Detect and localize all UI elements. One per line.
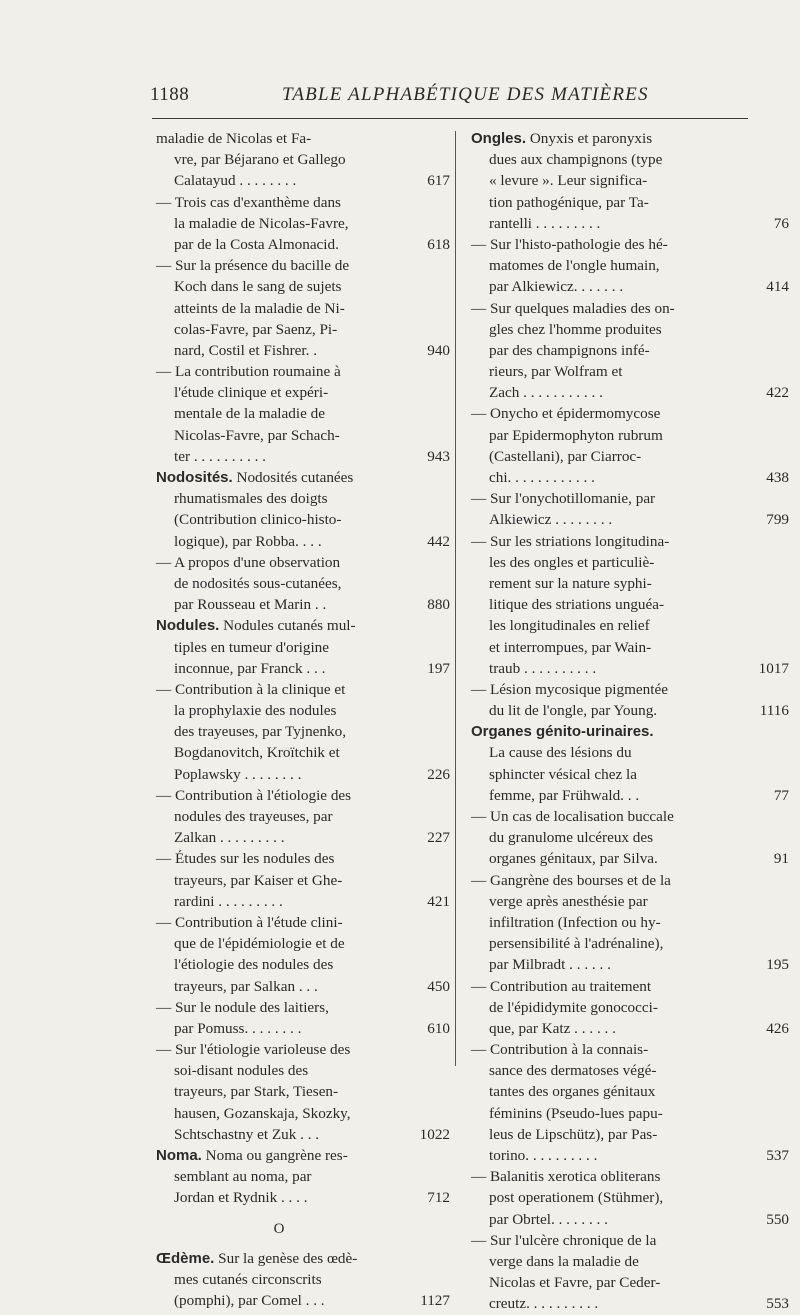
entry-text: par de la Costa Almonacid.	[174, 235, 339, 253]
entry-text: tantes des organes génitaux	[489, 1083, 656, 1101]
entry-line	[174, 1018, 450, 1039]
entry-text: organes génitaux, par Silva.	[489, 850, 658, 868]
entry-line	[489, 637, 741, 658]
entry-text: chi. . . . . . . . . . . .	[489, 469, 595, 486]
entry-text: l'étude clinique et expéri-	[174, 384, 329, 402]
entry-line	[174, 933, 402, 954]
entry-line	[174, 806, 402, 827]
section-letter: O	[273, 1220, 285, 1237]
entry-line	[489, 658, 789, 679]
entry-line	[174, 149, 402, 170]
entry-text: trayeurs, par Kaiser et Ghe-	[174, 871, 343, 889]
entry-line	[174, 721, 402, 742]
entry-text: — Sur quelques maladies des on-	[471, 299, 675, 317]
entry-line	[174, 403, 402, 424]
entry-text: du lit de l'ongle, par Young.	[489, 702, 658, 720]
entry-text: — Sur l'onychotillomanie, par	[471, 490, 656, 508]
entry-text: l'étiologie des nodules des	[174, 956, 334, 974]
entry-line	[156, 467, 402, 488]
entry-line	[489, 954, 789, 975]
entry-text: « levure ». Leur significa-	[489, 172, 648, 190]
index-heading-entry	[156, 1248, 450, 1312]
entry-text: Noma ou gangrène res-	[205, 1147, 348, 1164]
index-subentry	[471, 870, 789, 976]
entry-text: du granulome ulcéreux des	[489, 829, 654, 847]
entry-line	[489, 1209, 789, 1230]
entry-text: de nodosités sous-cutanées,	[174, 574, 342, 592]
entry-text: Jordan et Rydnik . . . .	[174, 1189, 308, 1207]
entry-text: par Epidermophyton rubrum	[489, 426, 663, 444]
page-reference: 712	[427, 1189, 450, 1207]
entry-text: Zalkan . . . . . . . . .	[174, 829, 285, 847]
index-subentry	[156, 997, 450, 1039]
entry-line	[156, 1039, 402, 1060]
entry-line	[156, 637, 402, 658]
entry-text: par des champignons infé-	[489, 341, 650, 359]
entry-text: femme, par Frühwald. . .	[489, 786, 640, 804]
entry-text: Koch dans le sang de sujets	[174, 278, 342, 296]
entry-text: Nicolas et Favre, par Ceder-	[489, 1274, 661, 1292]
entry-line	[489, 509, 789, 530]
entry-text: par Obrtel. . . . . . . .	[489, 1210, 608, 1228]
entry-line	[489, 467, 789, 488]
entry-line	[174, 764, 450, 785]
page-reference: 943	[427, 447, 450, 465]
entry-line	[174, 276, 402, 297]
entry-line	[489, 1060, 741, 1081]
entry-text: Zach . . . . . . . . . . .	[489, 384, 603, 402]
entry-line	[174, 594, 450, 615]
entry-text: des trayeuses, par Tyjnenko,	[174, 723, 347, 741]
entry-text: Bogdanovitch, Kroïtchik et	[174, 744, 340, 762]
entry-line	[471, 721, 741, 742]
entry-line	[174, 827, 450, 848]
entry-line	[489, 933, 741, 954]
entry-text: Calatayud . . . . . . . .	[174, 172, 297, 190]
entry-line	[489, 446, 741, 467]
entry-text: — Trois cas d'exanthème dans	[156, 193, 341, 211]
entry-line	[174, 170, 450, 191]
entry-text: que, par Katz . . . . . .	[489, 1019, 616, 1037]
entry-line	[156, 255, 402, 276]
entry-line	[489, 573, 741, 594]
entry-line	[174, 573, 402, 594]
entry-text: — Contribution à la clinique et	[156, 680, 346, 698]
entry-term: Organes génito-urinaires.	[471, 723, 654, 741]
entry-line	[489, 1145, 789, 1166]
entry-text: dues aux champignons (type	[489, 151, 663, 169]
entry-text: mes cutanés circonscrits	[174, 1270, 322, 1288]
page-reference: 227	[427, 829, 450, 847]
entry-text: rieurs, par Wolfram et	[489, 363, 623, 381]
index-subentry	[471, 298, 789, 404]
index-subentry	[471, 1230, 789, 1315]
entry-term: Œdème.	[156, 1249, 215, 1267]
entry-line	[489, 1018, 789, 1039]
entry-text: hausen, Gozanskaja, Skozky,	[174, 1104, 351, 1122]
entry-line	[489, 276, 789, 297]
entry-line	[156, 1187, 450, 1208]
page-reference: 226	[427, 765, 450, 783]
entry-line	[489, 827, 741, 848]
entry-text: logique), par Robba. . . .	[174, 532, 322, 550]
entry-line	[156, 509, 402, 530]
entry-line	[489, 848, 789, 869]
entry-line	[489, 1081, 741, 1102]
index-subentry	[156, 785, 450, 849]
entry-text: — A propos d'une observation	[156, 553, 341, 571]
entry-line	[174, 742, 402, 763]
entry-line	[489, 1103, 741, 1124]
entry-text: — Sur la présence du bacille de	[156, 257, 350, 275]
entry-line	[174, 213, 402, 234]
entry-line	[471, 1166, 741, 1187]
entry-text: litique des striations unguéa-	[489, 596, 665, 614]
entry-text: — Lésion mycosique pigmentée	[471, 680, 668, 698]
index-heading-entry	[471, 128, 789, 234]
entry-text: — Contribution à l'étiologie des	[156, 786, 352, 804]
page-reference: 799	[766, 511, 789, 529]
entry-text: — Contribution au traitement	[471, 977, 652, 995]
page-reference: 617	[427, 172, 450, 190]
index-heading-entry	[471, 721, 789, 806]
entry-line	[156, 488, 402, 509]
entry-line	[156, 1248, 402, 1269]
page-reference: 1116	[759, 702, 789, 720]
left-column	[156, 128, 450, 1311]
entry-text: (pomphi), par Comel . . .	[174, 1292, 325, 1310]
entry-line	[156, 658, 450, 679]
index-subentry	[471, 679, 789, 721]
entry-text: que de l'épidémiologie et de	[174, 935, 345, 953]
entry-text: matomes de l'ongle humain,	[489, 257, 660, 275]
entry-line	[489, 1272, 741, 1293]
column-divider	[455, 131, 456, 1066]
index-heading-entry	[156, 1145, 450, 1209]
entry-text: creutz. . . . . . . . . .	[489, 1295, 599, 1313]
entry-text: les longitudinales en relief	[489, 617, 650, 635]
entry-text: Sur la genèse des œdè-	[218, 1249, 358, 1267]
entry-text: semblant au noma, par	[174, 1168, 312, 1186]
index-subentry	[156, 552, 450, 616]
entry-line	[471, 488, 741, 509]
page-reference: 537	[766, 1147, 789, 1164]
entry-line	[174, 954, 402, 975]
entry-line	[471, 976, 741, 997]
page-reference: 450	[427, 977, 450, 995]
entry-line	[471, 870, 741, 891]
entry-text: — Contribution à la connais-	[471, 1041, 649, 1059]
entry-line	[174, 1124, 450, 1145]
entry-line	[471, 1230, 741, 1251]
entry-line	[489, 1293, 789, 1314]
entry-text: tiples en tumeur d'origine	[174, 638, 329, 656]
index-subentry	[471, 403, 789, 488]
entry-line	[156, 552, 402, 573]
index-subentry	[156, 192, 450, 256]
entry-line	[489, 1251, 741, 1272]
index-subentry	[156, 679, 450, 785]
entry-text: nard, Costil et Fishrer. .	[174, 341, 318, 359]
entry-term: Nodosités.	[156, 469, 233, 486]
page-reference: 421	[427, 892, 450, 910]
entry-text: leus de Lipschütz), par Pas-	[489, 1125, 658, 1143]
entry-line	[489, 1124, 741, 1145]
entry-line	[156, 128, 402, 149]
entry-text: Nicolas-Favre, par Schach-	[174, 426, 340, 444]
entry-text: — Balanitis xerotica obliterans	[471, 1168, 661, 1186]
entry-text: soi-disant nodules des	[174, 1062, 309, 1080]
entry-line	[489, 912, 741, 933]
index-subentry	[156, 912, 450, 997]
page-number: 1188	[150, 84, 190, 105]
entry-text: Onyxis et paronyxis	[529, 130, 653, 147]
entry-text: — Sur l'ulcère chronique de la	[471, 1231, 657, 1249]
index-heading-entry	[156, 615, 450, 679]
entry-line	[471, 128, 741, 149]
entry-text: torino. . . . . . . . . .	[489, 1147, 598, 1164]
page-reference: 610	[427, 1019, 450, 1037]
entry-line	[489, 382, 789, 403]
entry-text: — Sur les striations longitudina-	[471, 532, 670, 550]
entry-line	[156, 785, 402, 806]
page-reference: 422	[766, 384, 789, 402]
entry-line	[471, 213, 789, 234]
entry-text: rement sur la nature syphi-	[489, 574, 652, 592]
entry-line	[471, 234, 741, 255]
entry-text: de l'épididymite gonococci-	[489, 998, 658, 1016]
index-subentry	[471, 806, 789, 870]
entry-term: Nodules.	[156, 617, 220, 635]
page-reference: 618	[427, 235, 450, 253]
entry-line	[489, 700, 789, 721]
index-subentry	[471, 1166, 789, 1230]
entry-line	[174, 1103, 402, 1124]
entry-text: maladie de Nicolas et Fa-	[156, 130, 312, 147]
entry-line	[489, 425, 741, 446]
entry-text: (Contribution clinico-histo-	[174, 511, 342, 529]
page-reference: 880	[427, 596, 450, 614]
entry-line	[174, 319, 402, 340]
page-reference: 76	[773, 214, 789, 232]
entry-line	[471, 1039, 741, 1060]
index-subentry	[471, 531, 789, 679]
page-reference: 77	[773, 786, 789, 804]
entry-text: Nodules cutanés mul-	[223, 617, 356, 635]
entry-line	[489, 552, 741, 573]
entry-line	[174, 425, 402, 446]
entry-text: par Pomuss. . . . . . . .	[174, 1019, 302, 1037]
entry-text: Nodosités cutanées	[236, 469, 354, 486]
entry-line	[156, 1269, 402, 1290]
entry-term: Ongles.	[471, 130, 527, 147]
entry-line	[489, 340, 741, 361]
entry-text: verge après anesthésie par	[489, 892, 648, 910]
page-reference: 197	[427, 659, 450, 677]
entry-line	[174, 1081, 402, 1102]
entry-text: les des ongles et particuliè-	[489, 553, 655, 571]
page-reference: 438	[766, 469, 789, 486]
entry-text: — Gangrène des bourses et de la	[471, 871, 671, 889]
entry-line	[471, 170, 741, 191]
entry-text: par Rousseau et Marin . .	[174, 596, 327, 614]
entry-text: et interrompues, par Wain-	[489, 638, 652, 656]
entry-text: traub . . . . . . . . . .	[489, 659, 597, 677]
index-subentry	[156, 128, 450, 192]
entry-text: colas-Favre, par Saenz, Pi-	[174, 320, 338, 338]
index-subentry	[471, 488, 789, 530]
entry-text: mentale de la maladie de	[174, 405, 325, 423]
page-reference: 442	[427, 532, 450, 550]
entry-text: rhumatismales des doigts	[174, 490, 328, 508]
entry-text: vre, par Béjarano et Gallego	[174, 151, 346, 169]
right-column	[471, 128, 789, 1315]
entry-line	[471, 149, 741, 170]
entry-line	[471, 764, 741, 785]
entry-line	[489, 361, 741, 382]
entry-line	[174, 298, 402, 319]
entry-text: — Onycho et épidermomycose	[471, 405, 661, 423]
index-subentry	[156, 361, 450, 467]
entry-text: nodules des trayeuses, par	[174, 808, 333, 825]
entry-line	[174, 382, 402, 403]
entry-text: tion pathogénique, par Ta-	[489, 193, 649, 211]
entry-line	[156, 1290, 450, 1311]
entry-line	[489, 615, 741, 636]
entry-text: — Sur l'histo-pathologie des hé-	[471, 235, 668, 253]
entry-line	[156, 615, 402, 636]
page-reference: 1022	[419, 1125, 450, 1143]
entry-text: par Alkiewicz. . . . . . .	[489, 278, 624, 296]
page-reference: 195	[766, 956, 789, 974]
entry-text: infiltration (Infection ou hy-	[489, 913, 661, 931]
entry-text: Poplawsky . . . . . . . .	[174, 765, 302, 783]
page-reference: 553	[766, 1295, 789, 1313]
entry-line	[156, 848, 402, 869]
index-subentry	[471, 976, 789, 1040]
entry-text: sphincter vésical chez la	[489, 765, 638, 783]
entry-text: rardini . . . . . . . . .	[174, 892, 283, 910]
entry-text: gles chez l'homme produites	[489, 320, 662, 338]
entry-line	[174, 340, 450, 361]
entry-line	[156, 997, 402, 1018]
index-subentry	[471, 234, 789, 298]
entry-line	[156, 679, 402, 700]
entry-line	[174, 234, 450, 255]
entry-line	[156, 531, 450, 552]
entry-line	[489, 891, 741, 912]
page-reference: 940	[427, 341, 450, 359]
header-rule	[152, 118, 748, 119]
entry-text: Alkiewicz . . . . . . . .	[489, 511, 613, 529]
entry-term: Noma.	[156, 1147, 202, 1164]
entry-line	[471, 403, 741, 424]
page-header	[150, 84, 748, 116]
entry-text: trayeurs, par Stark, Tiesen-	[174, 1083, 339, 1101]
entry-text: par Milbradt . . . . . .	[489, 956, 611, 974]
entry-text: — Sur l'étiologie varioleuse des	[156, 1041, 351, 1059]
entry-text: inconnue, par Franck . . .	[174, 659, 326, 677]
entry-line	[471, 192, 741, 213]
entry-text: Schtschastny et Zuk . . .	[174, 1125, 320, 1143]
index-subentry	[471, 1039, 789, 1166]
entry-text: — Études sur les nodules des	[156, 850, 335, 868]
entry-line	[156, 1166, 402, 1187]
entry-line	[489, 997, 741, 1018]
entry-text: — Contribution à l'étude clini-	[156, 913, 343, 931]
index-subentry	[156, 848, 450, 912]
entry-text: atteints de la maladie de Ni-	[174, 299, 345, 317]
page-reference: 426	[766, 1019, 789, 1037]
entry-text: — Un cas de localisation buccale	[471, 808, 674, 825]
entry-line	[471, 531, 741, 552]
entry-text: rantelli . . . . . . . . .	[489, 214, 601, 232]
entry-line	[471, 742, 741, 763]
entry-line	[156, 192, 402, 213]
entry-line	[471, 298, 741, 319]
running-title: TABLE ALPHABÉTIQUE DES MATIÈRES	[282, 84, 649, 105]
page-reference: 414	[766, 278, 789, 296]
entry-text: (Castellani), par Ciarroc-	[489, 447, 642, 465]
entry-text: post operationem (Stühmer),	[489, 1189, 664, 1207]
page-reference: 550	[766, 1210, 789, 1228]
entry-text: féminins (Pseudo-lues papu-	[489, 1104, 663, 1122]
entry-line	[156, 912, 402, 933]
entry-text: ter . . . . . . . . . .	[174, 447, 266, 465]
entry-line	[489, 255, 741, 276]
entry-line	[471, 785, 789, 806]
page-reference: 91	[773, 850, 789, 868]
entry-text: verge dans la maladie de	[489, 1252, 639, 1270]
entry-text: — Sur le nodule des laitiers,	[156, 998, 329, 1016]
page-reference: 1127	[420, 1292, 450, 1310]
entry-text: la prophylaxie des nodules	[174, 702, 337, 720]
entry-line	[174, 891, 450, 912]
entry-line	[174, 446, 450, 467]
entry-text: la maladie de Nicolas-Favre,	[174, 214, 349, 232]
entry-line	[174, 870, 402, 891]
entry-text: — La contribution roumaine à	[156, 363, 341, 381]
entry-line	[156, 1145, 402, 1166]
index-heading-entry	[156, 467, 450, 552]
entry-line	[489, 1187, 741, 1208]
index-subentry	[156, 255, 450, 361]
entry-line	[174, 1060, 402, 1081]
entry-text: sance des dermatoses végé-	[489, 1062, 657, 1080]
entry-line	[471, 679, 741, 700]
entry-line	[174, 976, 450, 997]
entry-line	[174, 700, 402, 721]
entry-text: La cause des lésions du	[489, 744, 632, 762]
entry-text: trayeurs, par Salkan . . .	[174, 977, 318, 995]
index-subentry	[156, 1039, 450, 1145]
page-reference: 1017	[758, 659, 789, 677]
entry-text: persensibilité à l'adrénaline),	[489, 935, 664, 953]
entry-line	[156, 361, 402, 382]
entry-line	[471, 806, 741, 827]
entry-line	[489, 594, 741, 615]
entry-line	[489, 319, 741, 340]
